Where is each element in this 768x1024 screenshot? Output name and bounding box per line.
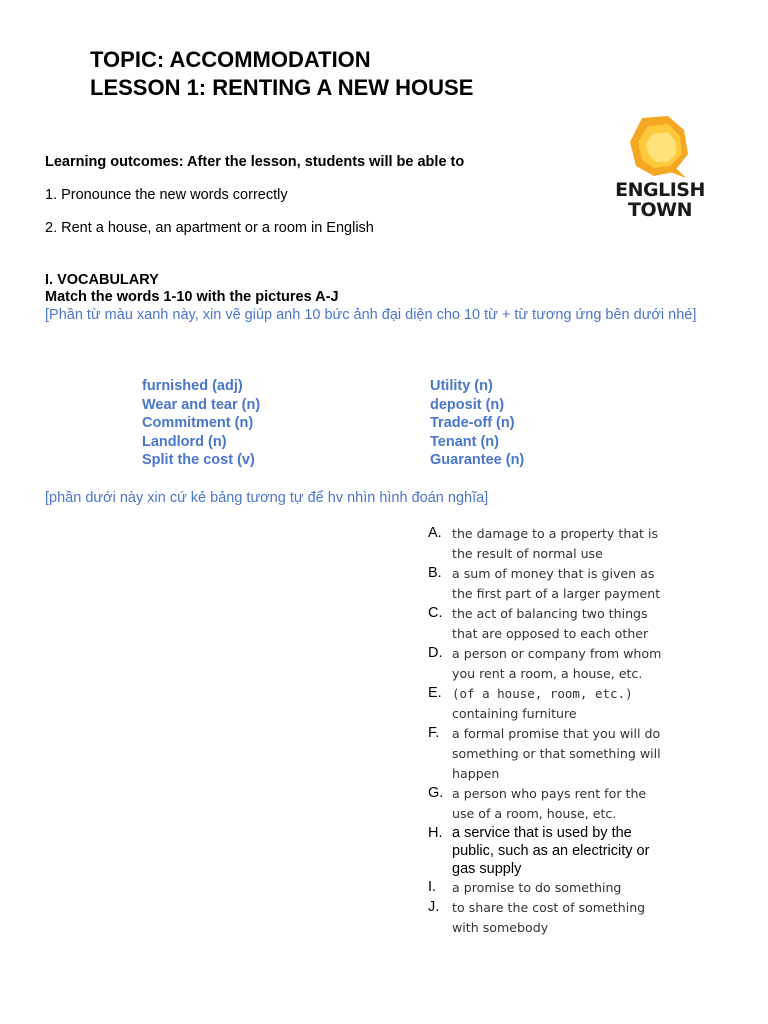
vocab-word: Guarantee (n): [430, 452, 525, 469]
outcome-item-2: 2. Rent a house, an apartment or a room in English: [45, 220, 374, 236]
definition-letter: C.: [428, 605, 443, 621]
definition-text: a person who pays rent for the use of a room, house, etc.: [452, 786, 647, 821]
definition-item: [428, 644, 668, 684]
definition-letter: E.: [428, 685, 442, 701]
definition-text: a person or company from whom you rent a room, a house, etc.: [452, 646, 662, 681]
definition-letter: D.: [428, 645, 443, 661]
table-note: [phần dưới này xin cứ kẻ bảng tương tự để hv nhìn hình đoán nghĩa]: [45, 490, 489, 506]
definition-text: to share the cost of something with somebody: [452, 900, 646, 935]
definition-letter: B.: [428, 565, 442, 581]
definition-text-part: (of a house, room, etc.): [452, 686, 633, 701]
definition-letter: H.: [428, 825, 443, 841]
definition-text: the act of balancing two things that are opposed to each other: [452, 606, 649, 641]
vocab-word: Split the cost (v): [142, 452, 255, 469]
vocab-word: Landlord (n): [142, 433, 227, 450]
logo-text-town: TOWN: [628, 199, 692, 221]
definition-letter: F.: [428, 725, 440, 741]
definition-item: [428, 898, 668, 938]
definition-text: the damage to a property that is the result of normal use: [452, 526, 659, 561]
outcome-item-1: 1. Pronounce the new words correctly: [45, 187, 288, 203]
word-list-right: [430, 377, 524, 470]
vocab-word: furnished (adj): [142, 378, 243, 394]
vocabulary-heading: I. VOCABULARY: [45, 272, 159, 288]
definition-item: [428, 724, 668, 784]
definition-item: [428, 878, 668, 898]
definition-text-part: containing furniture: [452, 706, 577, 721]
definition-text: a promise to do something: [452, 880, 622, 895]
definition-item: [428, 784, 668, 824]
vocab-word: Utility (n): [430, 378, 493, 394]
vocab-word: Trade-off (n): [430, 415, 515, 432]
definition-item: [428, 824, 668, 878]
definition-letter: A.: [428, 525, 442, 541]
definition-text: a sum of money that is given as the first part of a larger payment: [452, 566, 661, 601]
definition-text: a formal promise that you will do something or that something will happen: [452, 726, 661, 781]
topic-title: TOPIC: ACCOMMODATION: [90, 47, 371, 72]
lesson-title: LESSON 1: RENTING A NEW HOUSE: [90, 75, 474, 100]
definition-item: [428, 684, 668, 724]
definition-item: [428, 564, 668, 604]
vocab-word: deposit (n): [430, 396, 505, 413]
vocabulary-note: [Phần từ màu xanh này, xin vẽ giúp anh 10 bức ảnh đại diện cho 10 từ + từ tương ứng bên dưới nhé]: [45, 307, 697, 323]
definition-text: [452, 684, 668, 724]
logo-text-english: ENGLISH: [615, 179, 705, 201]
definitions-list: [428, 524, 668, 938]
vocab-word: Tenant (n): [430, 433, 499, 450]
definition-item: [428, 604, 668, 644]
definition-item: [428, 524, 668, 564]
word-list-left: [142, 377, 260, 470]
definition-text: a service that is used by the public, such as an electricity or gas supply: [452, 825, 650, 877]
vocab-word: Commitment (n): [142, 415, 254, 432]
definition-letter: J.: [428, 899, 440, 915]
definition-letter: G.: [428, 785, 444, 801]
vocabulary-instruction: Match the words 1-10 with the pictures A-J: [45, 289, 339, 305]
vocab-word: Wear and tear (n): [142, 396, 261, 413]
english-town-logo: [612, 116, 708, 222]
learning-outcomes-heading: Learning outcomes: After the lesson, students will be able to: [45, 154, 465, 170]
logo-lightbulb-icon: [612, 116, 708, 186]
definition-letter: I.: [428, 879, 437, 895]
